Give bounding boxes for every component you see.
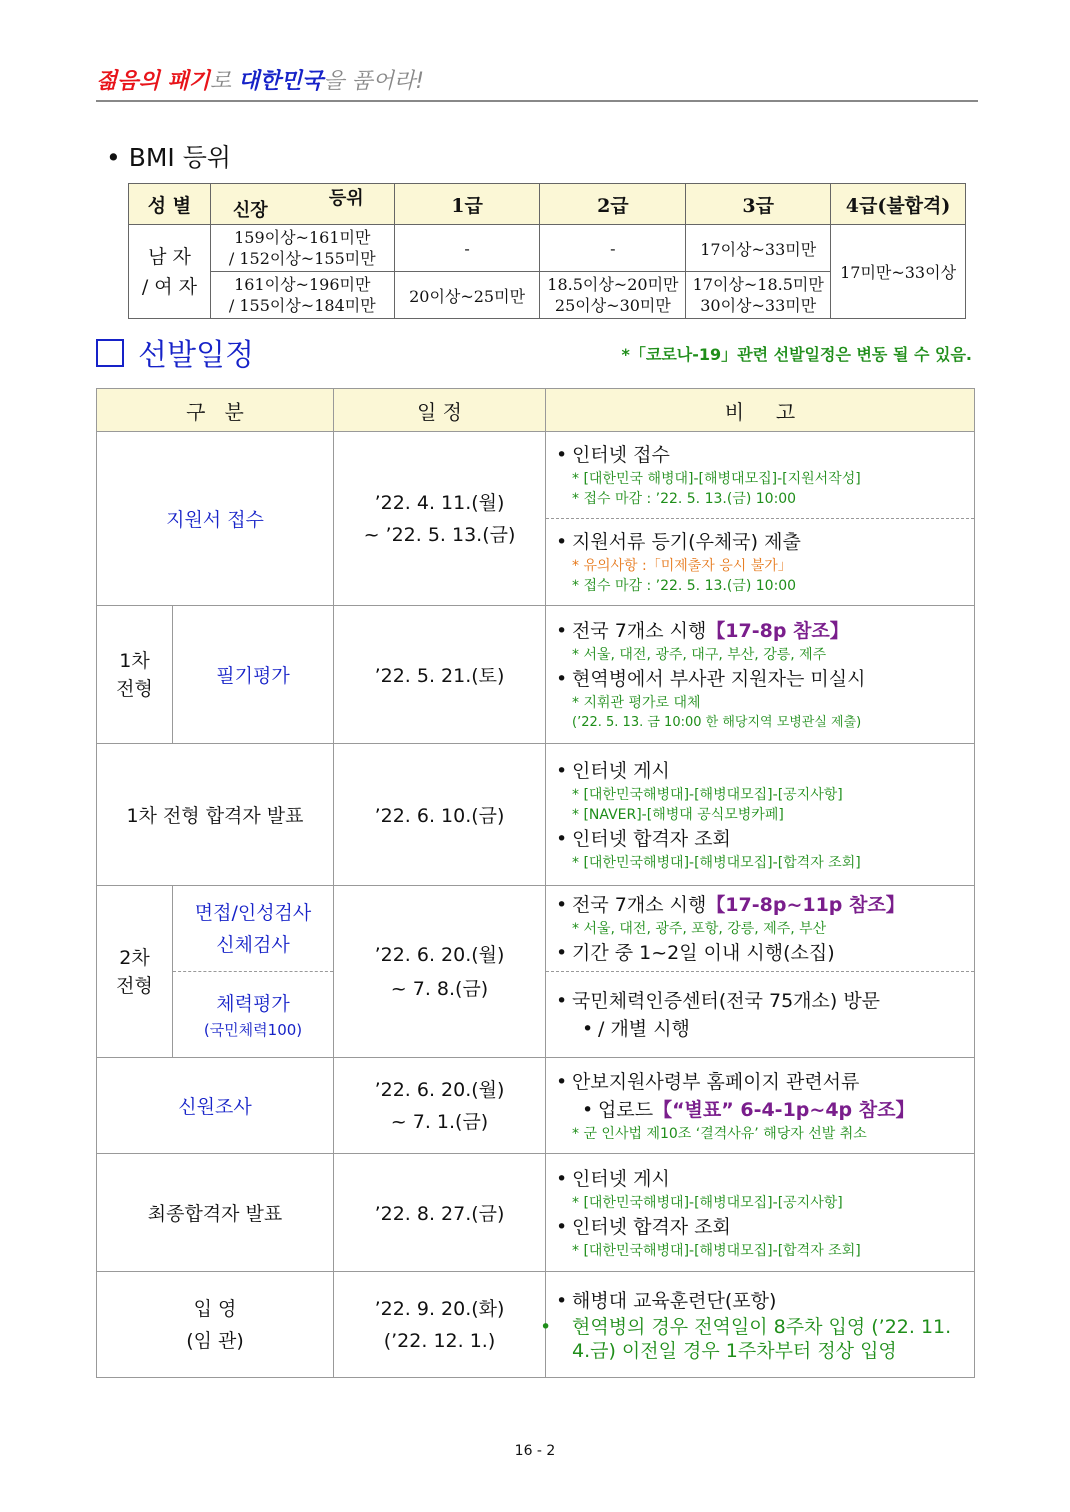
r1-b-bullet: • 지원서류 등기(우체국) 제출 xyxy=(556,528,970,556)
bmi-header-g1: 1급 xyxy=(394,184,540,225)
r5-bullet1-cont-text: 업로드 xyxy=(598,1098,654,1121)
r4-remark-a xyxy=(546,886,975,972)
bmi-header-g4: 4급(불합격) xyxy=(831,184,966,225)
header-slogan-1: 젊음의 패기 xyxy=(96,69,210,94)
r4-bullet2: • 기간 중 1~2일 이내 시행(소집) xyxy=(556,939,970,967)
r2-sub1: * 서울, 대전, 광주, 대구, 부산, 강릉, 제주 xyxy=(572,646,827,663)
r4-name2-sub: (국민체력100) xyxy=(203,1021,303,1039)
bmi-r1-height: 159이상~161미만 / 152이상~155미만 xyxy=(210,225,394,272)
r4-sub1: * 서울, 대전, 광주, 포항, 강릉, 제주, 부산 xyxy=(572,920,827,937)
r4-remark-b xyxy=(546,972,975,1058)
r6-bullet1: • 인터넷 게시 xyxy=(556,1165,970,1193)
bmi-r2-g1: 20이상~25미만 xyxy=(394,272,540,319)
schedule-header-date: 일 정 xyxy=(334,389,546,432)
bmi-header-diagonal xyxy=(210,184,394,225)
bmi-header-g3: 3급 xyxy=(686,184,831,225)
r5-date: ’22. 6. 20.(월) ~ 7. 1.(금) xyxy=(334,1058,546,1154)
r1-a-bullet: • 인터넷 접수 xyxy=(556,441,970,469)
bmi-table xyxy=(128,183,966,319)
header-slogan-2: 로 xyxy=(209,69,239,94)
section-title-text: 선발일정 xyxy=(138,338,254,373)
r4-group: 2차 전형 xyxy=(97,886,173,1058)
bmi-r2-g3: 17이상~18.5미만 30이상~33미만 xyxy=(686,272,831,319)
r3-sub1: * [대한민국해병대]-[해병대모집]-[공지사항] xyxy=(572,786,843,803)
r3-remark xyxy=(546,744,975,886)
header-slogan-3: 대한민국 xyxy=(238,69,324,94)
r4-bullet1 xyxy=(556,891,970,919)
r2-bullet1-ref: 【17-8p 참조】 xyxy=(706,619,849,642)
header-slogan-4: 을 품어라! xyxy=(323,69,425,94)
r3-name: 1차 전형 합격자 발표 xyxy=(97,744,334,886)
r6-sub2: * [대한민국해병대]-[해병대모집]-[합격자 조회] xyxy=(572,1242,861,1259)
bmi-header-g2: 2급 xyxy=(540,184,686,225)
bmi-r1-g3: 17이상~33미만 xyxy=(686,225,831,272)
r6-name: 최종합격자 발표 xyxy=(97,1154,334,1272)
bmi-r2-height: 161이상~196미만 / 155이상~184미만 xyxy=(210,272,394,319)
bmi-title: • BMI 등위 xyxy=(106,143,232,172)
r3-sub2: * [NAVER]-[해병대 공식모병카페] xyxy=(572,806,784,823)
r3-sub3: * [대한민국해병대]-[해병대모집]-[합격자 조회] xyxy=(572,854,861,871)
r2-bullet1 xyxy=(556,617,970,645)
r5-bullet1: • 안보지원사령부 홈페이지 관련서류 xyxy=(556,1068,970,1096)
r1-b-sub1: * 유의사항 :「미제출자 응시 불가」 xyxy=(572,558,792,574)
r3-bullet1: • 인터넷 게시 xyxy=(556,757,970,785)
r4-bullet1-text: 전국 7개소 시행 xyxy=(572,893,707,916)
schedule-header-category: 구 분 xyxy=(97,389,334,432)
r2-bullet2: • 현역병에서 부사관 지원자는 미실시 xyxy=(556,665,970,693)
section-title xyxy=(96,330,254,374)
r1-a-sub1: * [대한민국 해병대]-[해병대모집]-[지원서작성] xyxy=(572,471,861,487)
r5-remark xyxy=(546,1058,975,1154)
r1-date: ’22. 4. 11.(월) ~ ’22. 5. 13.(금) xyxy=(334,432,546,606)
r7-date: ’22. 9. 20.(화) (’22. 12. 1.) xyxy=(334,1272,546,1378)
bmi-g4-value: 17미만~33이상 xyxy=(831,225,966,319)
r2-sub2: * 지휘관 평가로 대체 xyxy=(572,694,701,711)
r2-date: ’22. 5. 21.(토) xyxy=(334,606,546,744)
r6-sub1: * [대한민국해병대]-[해병대모집]-[공지사항] xyxy=(572,1194,843,1211)
schedule-table xyxy=(96,388,975,1378)
r7-bullet1: • 해병대 교육훈련단(포항) xyxy=(556,1287,970,1315)
bmi-r1-g1: - xyxy=(394,225,540,272)
section-note: *「코로나-19」관련 선발일정은 변동 될 수 있음. xyxy=(621,345,972,364)
bmi-header-height: 신장 xyxy=(232,200,268,221)
page-number: 16 - 2 xyxy=(514,1443,556,1459)
r3-date: ’22. 6. 10.(금) xyxy=(334,744,546,886)
r2-name: 필기평가 xyxy=(173,606,334,744)
r4-bullet3-cont: • / 개별 시행 xyxy=(556,1015,970,1043)
r7-name: 입 영 (임 관) xyxy=(97,1272,334,1378)
r4-bullet3: • 국민체력인증센터(전국 75개소) 방문 xyxy=(556,987,970,1015)
r6-date: ’22. 8. 27.(금) xyxy=(334,1154,546,1272)
r4-name2: 체력평가 xyxy=(216,993,290,1015)
r5-bullet1-cont xyxy=(556,1096,970,1124)
r4-date: ’22. 6. 20.(월) ~ 7. 8.(금) xyxy=(334,886,546,1058)
r3-bullet2: • 인터넷 합격자 조회 xyxy=(556,825,970,853)
r5-sub1: * 군 인사법 제10조 ‘결격사유’ 해당자 선발 취소 xyxy=(572,1125,867,1142)
bmi-gender: 남 자 / 여 자 xyxy=(129,225,211,319)
r1-b-sub2: * 접수 마감 : ’22. 5. 13.(금) 10:00 xyxy=(572,578,797,594)
r7-bullet2: • 현역병의 경우 전역일이 8주차 입영 (’22. 11. 4.금) 이전일 경우 1주차부터 정상 입영 xyxy=(556,1315,970,1363)
r2-bullet1-text: 전국 7개소 시행 xyxy=(572,619,707,642)
bmi-header-grade: 등위 xyxy=(328,188,364,209)
r5-name: 신원조사 xyxy=(97,1058,334,1154)
r1-a-sub2: * 접수 마감 : ’22. 5. 13.(금) 10:00 xyxy=(572,491,797,507)
r2-remark xyxy=(546,606,975,744)
r1-remark-b xyxy=(546,519,975,606)
r6-bullet2: • 인터넷 합격자 조회 xyxy=(556,1213,970,1241)
r4-bullet1-ref: 【17-8p~11p 참조】 xyxy=(706,893,905,916)
r6-remark xyxy=(546,1154,975,1272)
r1-name: 지원서 접수 xyxy=(97,432,334,606)
r1-remark-a xyxy=(546,432,975,519)
schedule-header-remark: 비 고 xyxy=(546,389,975,432)
r2-group: 1차 전형 xyxy=(97,606,173,744)
checkbox-icon xyxy=(96,339,124,367)
page-header xyxy=(96,64,978,102)
r5-ref: 【“별표” 6-4-1p~4p 참조】 xyxy=(653,1098,915,1121)
r4-name1: 면접/인성검사 신체검사 xyxy=(173,886,334,972)
r4-name2-cell xyxy=(173,972,334,1058)
r2-sub3: (’22. 5. 13. 금 10:00 한 해당지역 모병관실 제출) xyxy=(572,714,862,730)
r7-remark xyxy=(546,1272,975,1378)
bmi-header-gender: 성 별 xyxy=(129,184,211,225)
bmi-r1-g2: - xyxy=(540,225,686,272)
bmi-r2-g2: 18.5이상~20미만 25이상~30미만 xyxy=(540,272,686,319)
